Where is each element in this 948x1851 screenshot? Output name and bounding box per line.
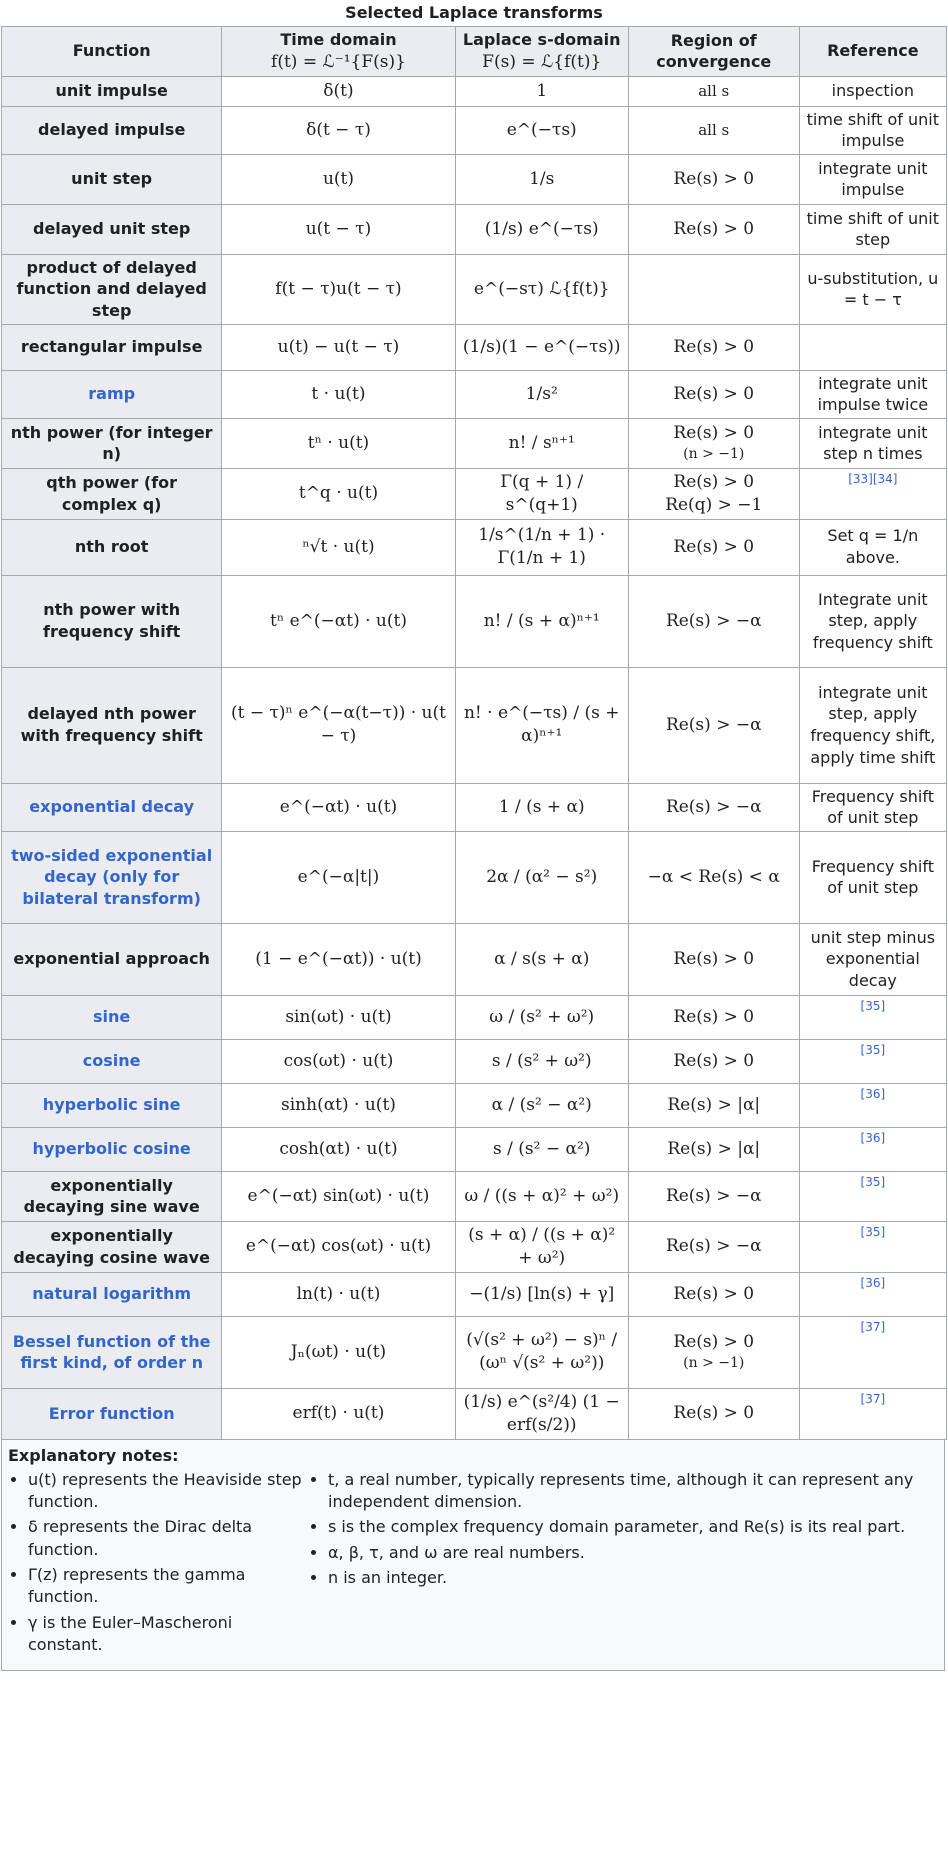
table-row	[2, 254, 947, 324]
row-function: product of delayed function and delayed step	[2, 254, 222, 324]
row-reference[interactable]: [35]	[799, 995, 946, 1039]
row-laplace: α / s(s + α)	[455, 923, 628, 995]
row-time-domain: t · u(t)	[222, 370, 455, 418]
roc-primary: Re(s) > 0	[673, 536, 755, 557]
header-time-domain-title: Time domain	[280, 30, 397, 49]
roc-primary: all s	[698, 81, 730, 100]
roc-primary: all s	[698, 121, 730, 139]
row-reference[interactable]: [36]	[799, 1127, 946, 1171]
row-reference: integrate unit impulse twice	[799, 370, 946, 418]
header-time-domain	[222, 27, 455, 77]
row-laplace: 1/s²	[455, 370, 628, 418]
row-reference: inspection	[799, 76, 946, 106]
row-time-domain: tⁿ e^(−αt) · u(t)	[222, 575, 455, 667]
roc-primary: Re(s) > 0	[673, 1403, 755, 1424]
header-laplace-formula: F(s) = ℒ{f(t)}	[482, 51, 602, 72]
row-function[interactable]: Error function	[2, 1388, 222, 1439]
row-laplace: e^(−τs)	[455, 106, 628, 154]
table-row	[2, 519, 947, 575]
row-time-domain: f(t − τ)u(t − τ)	[222, 254, 455, 324]
row-reference: u-substitution, u = t − τ	[799, 254, 946, 324]
row-function: delayed unit step	[2, 204, 222, 254]
row-reference: time shift of unit step	[799, 204, 946, 254]
row-function: nth root	[2, 519, 222, 575]
row-time-domain: tⁿ · u(t)	[222, 418, 455, 468]
row-reference[interactable]: [37]	[799, 1316, 946, 1388]
row-roc	[628, 1388, 799, 1439]
roc-primary: Re(s) > 0	[673, 383, 755, 404]
row-function: delayed impulse	[2, 106, 222, 154]
table-row	[2, 1221, 947, 1272]
row-function: unit step	[2, 154, 222, 204]
row-time-domain: ⁿ√t · u(t)	[222, 519, 455, 575]
row-roc	[628, 154, 799, 204]
row-time-domain: sin(ωt) · u(t)	[222, 995, 455, 1039]
row-roc	[628, 204, 799, 254]
roc-primary: Re(s) > 0	[673, 168, 755, 189]
row-laplace: 1 / (s + α)	[455, 783, 628, 831]
row-time-domain: e^(−αt) cos(ωt) · u(t)	[222, 1221, 455, 1272]
roc-secondary: (n > −1)	[683, 446, 745, 463]
row-time-domain: δ(t)	[222, 76, 455, 106]
table-row	[2, 575, 947, 667]
row-laplace: (√(s² + ω²) − s)ⁿ / (ωⁿ √(s² + ω²))	[455, 1316, 628, 1388]
row-reference[interactable]: [35]	[799, 1039, 946, 1083]
row-reference[interactable]: [35]	[799, 1221, 946, 1272]
row-function: exponentially decaying sine wave	[2, 1171, 222, 1221]
row-function: qth power (for complex q)	[2, 468, 222, 519]
row-roc	[628, 667, 799, 783]
row-time-domain: (t − τ)ⁿ e^(−α(t−τ)) · u(t − τ)	[222, 667, 455, 783]
table-row	[2, 1388, 947, 1439]
table-row	[2, 324, 947, 370]
row-reference: unit step minus exponential decay	[799, 923, 946, 995]
row-function[interactable]: exponential decay	[2, 783, 222, 831]
row-laplace: n! / sⁿ⁺¹	[455, 418, 628, 468]
row-roc	[628, 418, 799, 468]
table-row	[2, 923, 947, 995]
row-roc	[628, 1316, 799, 1388]
row-laplace: s / (s² + ω²)	[455, 1039, 628, 1083]
table-row	[2, 783, 947, 831]
row-reference[interactable]: [36]	[799, 1083, 946, 1127]
header-laplace-title: Laplace s-domain	[462, 30, 621, 49]
row-laplace: n! / (s + α)ⁿ⁺¹	[455, 575, 628, 667]
roc-secondary: (n > −1)	[683, 1355, 745, 1372]
row-laplace: s / (s² − α²)	[455, 1127, 628, 1171]
table-row	[2, 106, 947, 154]
roc-primary: Re(s) > 0	[673, 948, 755, 969]
row-laplace: ω / ((s + α)² + ω²)	[455, 1171, 628, 1221]
row-time-domain: Jₙ(ωt) · u(t)	[222, 1316, 455, 1388]
row-roc	[628, 923, 799, 995]
note-item: • α, β, τ, and ω are real numbers.	[328, 1542, 938, 1564]
note-item: • u(t) represents the Heaviside step function.	[28, 1469, 308, 1514]
table-row	[2, 1272, 947, 1316]
row-roc	[628, 1221, 799, 1272]
roc-primary: Re(s) > 0	[673, 218, 755, 239]
row-laplace: 1/s^(1/n + 1) · Γ(1/n + 1)	[455, 519, 628, 575]
explanatory-notes	[1, 1440, 945, 1671]
row-reference	[799, 324, 946, 370]
row-time-domain: t^q · u(t)	[222, 468, 455, 519]
table-row	[2, 667, 947, 783]
row-reference: Integrate unit step, apply frequency shift	[799, 575, 946, 667]
table-body	[2, 76, 947, 1439]
header-reference: Reference	[799, 27, 946, 77]
row-time-domain: cosh(αt) · u(t)	[222, 1127, 455, 1171]
note-item: • t, a real number, typically represents time, although it can represent any independent dimension.	[328, 1469, 938, 1514]
row-laplace: 1	[455, 76, 628, 106]
row-roc	[628, 76, 799, 106]
roc-primary: Re(s) > −α	[665, 1236, 762, 1257]
row-time-domain: sinh(αt) · u(t)	[222, 1083, 455, 1127]
row-function: rectangular impulse	[2, 324, 222, 370]
row-roc	[628, 1272, 799, 1316]
header-laplace	[455, 27, 628, 77]
row-time-domain: δ(t − τ)	[222, 106, 455, 154]
note-item: • γ is the Euler–Mascheroni constant.	[28, 1612, 308, 1657]
row-reference: Set q = 1/n above.	[799, 519, 946, 575]
roc-primary: Re(s) > 0	[673, 1050, 755, 1071]
row-reference[interactable]: [36]	[799, 1272, 946, 1316]
row-function: delayed nth power with frequency shift	[2, 667, 222, 783]
row-laplace: ω / (s² + ω²)	[455, 995, 628, 1039]
roc-primary: −α < Re(s) < α	[647, 866, 780, 887]
row-function[interactable]: natural logarithm	[2, 1272, 222, 1316]
row-function: exponentially decaying cosine wave	[2, 1221, 222, 1272]
row-function[interactable]: Bessel function of the first kind, of order n	[2, 1316, 222, 1388]
roc-primary: Re(s) > −α	[665, 610, 762, 631]
row-function[interactable]: two-sided exponential decay (only for bilateral transform)	[2, 831, 222, 923]
row-time-domain: (1 − e^(−αt)) · u(t)	[222, 923, 455, 995]
row-function: unit impulse	[2, 76, 222, 106]
row-reference: integrate unit impulse	[799, 154, 946, 204]
table-row	[2, 154, 947, 204]
row-laplace: (1/s) e^(−τs)	[455, 204, 628, 254]
row-roc	[628, 1171, 799, 1221]
row-time-domain: erf(t) · u(t)	[222, 1388, 455, 1439]
row-time-domain: u(t − τ)	[222, 204, 455, 254]
row-reference: integrate unit step n times	[799, 418, 946, 468]
row-laplace: −(1/s) [ln(s) + γ]	[455, 1272, 628, 1316]
row-laplace: e^(−sτ) ℒ{f(t)}	[455, 254, 628, 324]
row-function[interactable]: sine	[2, 995, 222, 1039]
table-row	[2, 370, 947, 418]
row-time-domain: e^(−αt) · u(t)	[222, 783, 455, 831]
row-time-domain: e^(−α|t|)	[222, 831, 455, 923]
row-reference[interactable]: [33][34]	[799, 468, 946, 519]
row-roc	[628, 995, 799, 1039]
table-row	[2, 1039, 947, 1083]
header-time-domain-formula: f(t) = ℒ⁻¹{F(s)}	[271, 51, 406, 72]
table-row	[2, 418, 947, 468]
row-roc	[628, 370, 799, 418]
table-row	[2, 204, 947, 254]
row-laplace: 1/s	[455, 154, 628, 204]
row-roc	[628, 324, 799, 370]
roc-primary: Re(s) > |α|	[667, 1138, 761, 1159]
notes-right-list	[308, 1469, 938, 1590]
note-item: • s is the complex frequency domain parameter, and Re(s) is its real part.	[328, 1516, 938, 1538]
row-roc	[628, 1039, 799, 1083]
row-function: nth power (for integer n)	[2, 418, 222, 468]
row-reference[interactable]: [37]	[799, 1388, 946, 1439]
table-row	[2, 76, 947, 106]
row-laplace: (s + α) / ((s + α)² + ω²)	[455, 1221, 628, 1272]
row-reference: Frequency shift of unit step	[799, 783, 946, 831]
roc-primary: Re(s) > 0	[673, 423, 755, 444]
roc-primary: Re(s) > −α	[665, 1185, 762, 1206]
roc-primary: Re(s) > 0	[673, 471, 755, 492]
row-reference: Frequency shift of unit step	[799, 831, 946, 923]
note-item: • n is an integer.	[328, 1567, 938, 1589]
table-row	[2, 831, 947, 923]
row-function: exponential approach	[2, 923, 222, 995]
row-laplace: 2α / (α² − s²)	[455, 831, 628, 923]
table-caption: Selected Laplace transforms	[345, 3, 603, 22]
row-laplace: α / (s² − α²)	[455, 1083, 628, 1127]
header-function: Function	[2, 27, 222, 77]
notes-title: Explanatory notes:	[8, 1445, 179, 1465]
table-row	[2, 1171, 947, 1221]
table-row	[2, 1083, 947, 1127]
table-row	[2, 1127, 947, 1171]
row-reference[interactable]: [35]	[799, 1171, 946, 1221]
row-time-domain: e^(−αt) sin(ωt) · u(t)	[222, 1171, 455, 1221]
table-row	[2, 995, 947, 1039]
row-reference: integrate unit step, apply frequency shift, apply time shift	[799, 667, 946, 783]
roc-primary: Re(s) > −α	[665, 796, 762, 817]
table-row	[2, 1316, 947, 1388]
row-function: nth power with frequency shift	[2, 575, 222, 667]
row-laplace: Γ(q + 1) / s^(q+1)	[455, 468, 628, 519]
note-item: • Γ(z) represents the gamma function.	[28, 1564, 308, 1609]
row-roc	[628, 783, 799, 831]
row-time-domain: cos(ωt) · u(t)	[222, 1039, 455, 1083]
row-roc	[628, 468, 799, 519]
roc-primary: Re(s) > |α|	[667, 1094, 761, 1115]
row-roc	[628, 831, 799, 923]
row-function[interactable]: cosine	[2, 1039, 222, 1083]
roc-secondary: Re(q) > −1	[665, 494, 763, 515]
note-item: • δ represents the Dirac delta function.	[28, 1516, 308, 1561]
row-roc	[628, 1127, 799, 1171]
laplace-table	[1, 26, 947, 1440]
roc-primary: Re(s) > 0	[673, 1332, 755, 1353]
row-reference: time shift of unit impulse	[799, 106, 946, 154]
notes-left-list	[8, 1469, 308, 1657]
row-roc	[628, 106, 799, 154]
row-function[interactable]: hyperbolic sine	[2, 1083, 222, 1127]
row-laplace: (1/s)(1 − e^(−τs))	[455, 324, 628, 370]
row-roc	[628, 254, 799, 324]
roc-primary: Re(s) > 0	[673, 1283, 755, 1304]
row-function[interactable]: hyperbolic cosine	[2, 1127, 222, 1171]
row-time-domain: u(t) − u(t − τ)	[222, 324, 455, 370]
header-roc: Region of convergence	[628, 27, 799, 77]
row-time-domain: ln(t) · u(t)	[222, 1272, 455, 1316]
roc-primary: Re(s) > 0	[673, 336, 755, 357]
row-roc	[628, 519, 799, 575]
roc-primary: Re(s) > −α	[665, 714, 762, 735]
table-row	[2, 468, 947, 519]
roc-primary: Re(s) > 0	[673, 1006, 755, 1027]
row-function[interactable]: ramp	[2, 370, 222, 418]
row-time-domain: u(t)	[222, 154, 455, 204]
row-roc	[628, 1083, 799, 1127]
row-roc	[628, 575, 799, 667]
row-laplace: (1/s) e^(s²/4) (1 − erf(s/2))	[455, 1388, 628, 1439]
row-laplace: n! · e^(−τs) / (s + α)ⁿ⁺¹	[455, 667, 628, 783]
